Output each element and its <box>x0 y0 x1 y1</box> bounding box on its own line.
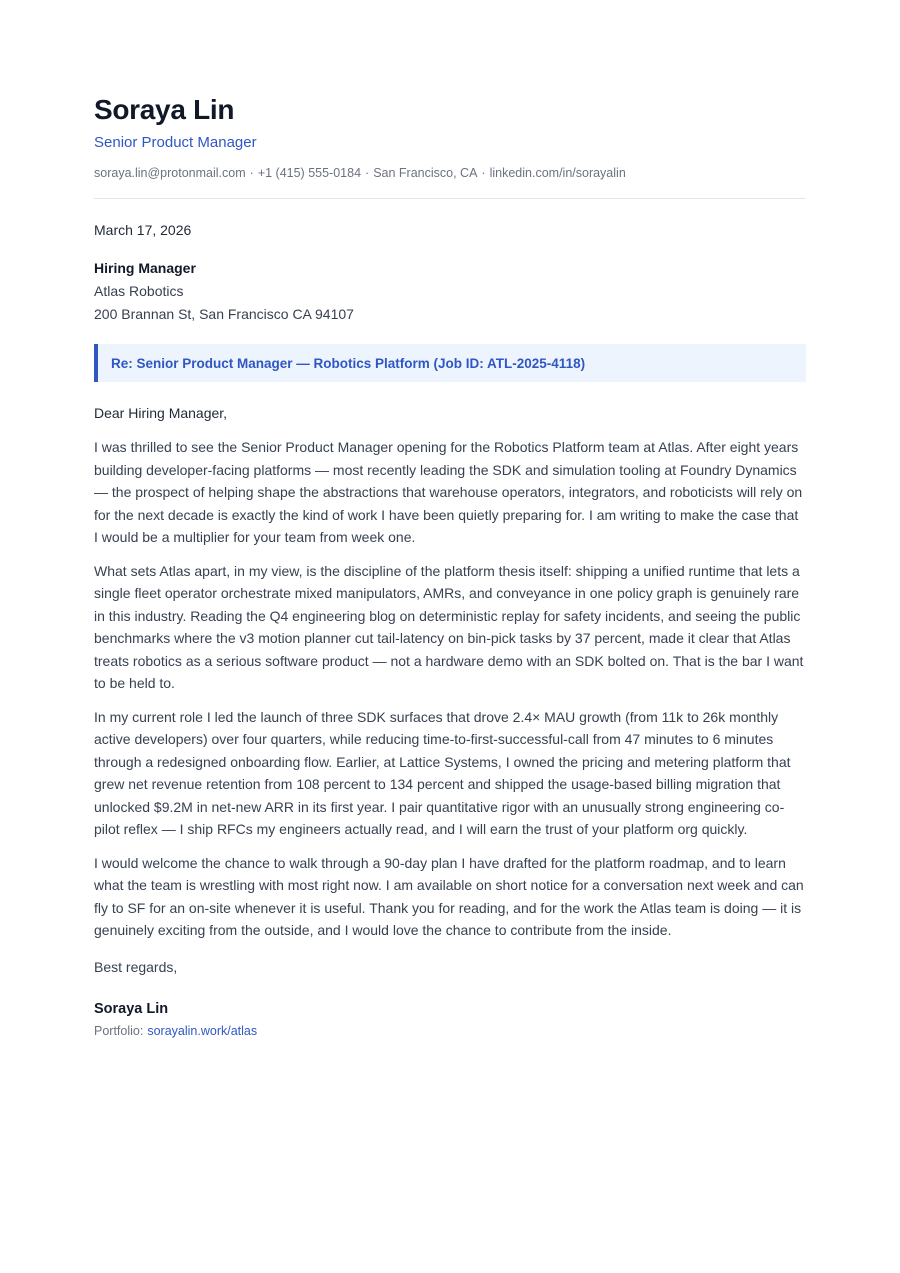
signature-name: Soraya Lin <box>94 1000 169 1017</box>
body-paragraph: In my current role I led the launch of three SDK surfaces that drove 2.4× MAU growth (from 11k to 26k monthly active developers) over four quarters, while reducing time-to-first-successful-call from 47 minutes to 6 minutes through a redesigned onboarding flow. Earlier, at Lattice Systems, I owned the pricing and metering platform that grew net revenue retention from 108 percent to 134 percent and shipped the usage-based billing migration that unlocked $9.2M in net-new ARR in its first year. I pair quantitative rigor with an unusually strong engineering co-pilot reflex — I ship RFCs my engineers actually read, and I will earn the trust of your platform org quickly. <box>94 708 791 837</box>
subject-callout <box>94 344 806 382</box>
body-paragraph: What sets Atlas apart, in my view, is the discipline of the platform thesis itself: shipping a unified runtime that lets a single fleet operator orchestrate mixed manipulators, AMRs, and conveyance in one policy graph is genuinely rare in this industry. Reading the Q4 engineering blog on deterministic replay for safety incidents, and seeing the public benchmarks where the v3 motion planner cut tail-latency on bin-pick tasks by 37 percent, made it clear that Atlas treats robotics as a serious software product — not a hardware demo with an SDK bolted on. That is the bar I want to be held to. <box>94 562 804 691</box>
contact-phone[interactable]: +1 (415) 555-0184 <box>257 166 362 180</box>
letter-body <box>94 436 806 942</box>
letter-header <box>94 94 806 181</box>
contact-line <box>94 165 806 181</box>
contact-separator: · <box>249 166 254 180</box>
portfolio-label: Portfolio: <box>94 1023 144 1038</box>
contact-separator: · <box>481 166 486 180</box>
contact-linkedin[interactable]: linkedin.com/in/sorayalin <box>489 166 626 180</box>
subject-line: Re: Senior Product Manager — Robotics Platform (Job ID: ATL-2025-4118) <box>111 355 586 371</box>
portfolio-link[interactable]: sorayalin.work/atlas <box>147 1023 258 1038</box>
header-divider <box>94 198 806 199</box>
recipient-address: 200 Brannan St, San Francisco CA 94107 <box>94 306 354 322</box>
letter-date: March 17, 2026 <box>94 222 192 238</box>
applicant-name: Soraya Lin <box>94 94 235 125</box>
recipient-block <box>94 257 806 326</box>
recipient-company: Atlas Robotics <box>94 283 184 299</box>
body-paragraph: I would welcome the chance to walk through a 90-day plan I have drafted for the platform roadmap, and to learn what the team is wrestling with most right now. I am available on short notice for a conversation next week and can fly to SF for an on-site whenever it is useful. Thank you for reading, and for the work the Atlas team is doing — it is genuinely exciting from the outside, and I would love the chance to contribute from the inside. <box>94 854 804 938</box>
applicant-role: Senior Product Manager <box>94 134 257 151</box>
contact-separator: · <box>365 166 370 180</box>
salutation: Dear Hiring Manager, <box>94 405 228 421</box>
recipient-name: Hiring Manager <box>94 260 196 276</box>
contact-email[interactable]: soraya.lin@protonmail.com <box>94 166 246 180</box>
closing: Best regards, <box>94 958 178 975</box>
contact-location: San Francisco, CA <box>373 166 478 180</box>
body-paragraph: I was thrilled to see the Senior Product Manager opening for the Robotics Platform team at Atlas. After eight years building developer-facing platforms — most recently leading the SDK and simulation tooling at Foundry Dynamics — the prospect of helping shape the abstractions that warehouse operators, integrators, and roboticists will rely on for the next decade is exactly the kind of work I have been quietly preparing for. I am writing to make the case that I would be a multiplier for your team from week one. <box>94 439 803 545</box>
portfolio-line <box>94 1023 806 1039</box>
